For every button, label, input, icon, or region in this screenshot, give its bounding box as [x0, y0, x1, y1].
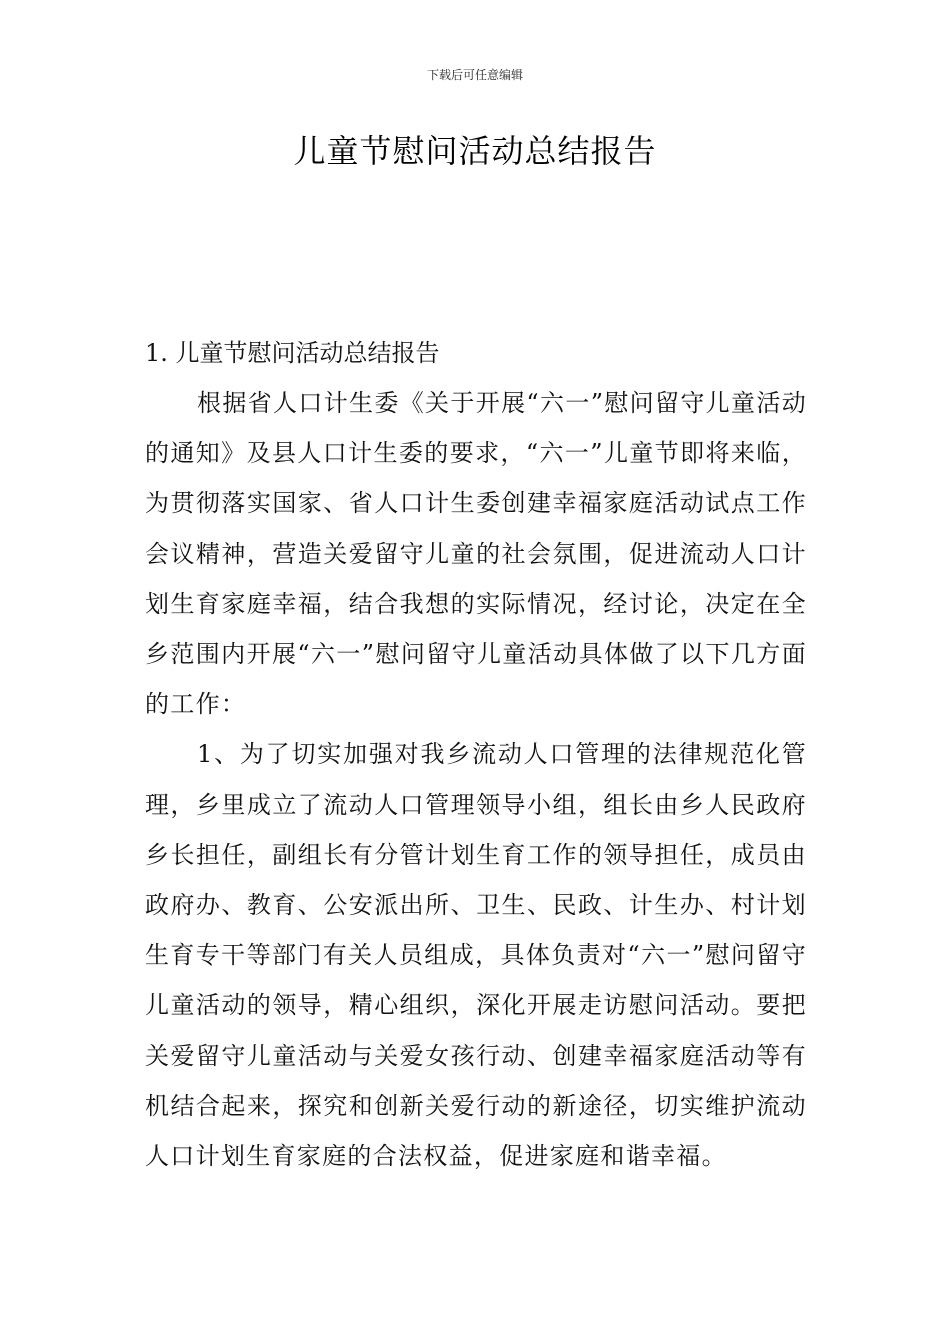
paragraph-intro: 根据省人口计生委《关于开展“六一”慰问留守儿童活动的通知》及县人口计生委的要求，“六一”儿童节即将来临，为贯彻落实国家、省人口计生委创建幸福家庭活动试点工作会议精神，营造关爱留守儿童的社会氛围，促进流动人口计划生育家庭幸福，结合我想的实际情况，经讨论，决定在全乡范围内开展“六一”慰问留守儿童活动具体做了以下几方面的工作：	[145, 389, 807, 719]
document-body	[145, 328, 807, 1181]
paragraph-item-1: 1、为了切实加强对我乡流动人口管理的法律规范化管理，乡里成立了流动人口管理领导小组，组长由乡人民政府乡长担任，副组长有分管计划生育工作的领导担任，成员由政府办、教育、公安派出所、卫生、民政、计生办、村计划生育专干等部门有关人员组成，具体负责对“六一”慰问留守儿童活动的领导，精心组织，深化开展走访慰问活动。要把关爱留守儿童活动与关爱女孩行动、创建幸福家庭活动等有机结合起来，探究和创新关爱行动的新途径，切实维护流动人口计划生育家庭的合法权益，促进家庭和谐幸福。	[145, 740, 807, 1171]
section-heading: 1. 儿童节慰问活动总结报告	[145, 339, 440, 367]
header-note: 下载后可任意编辑	[426, 68, 523, 82]
document-title: 儿童节慰问活动总结报告	[293, 132, 657, 170]
